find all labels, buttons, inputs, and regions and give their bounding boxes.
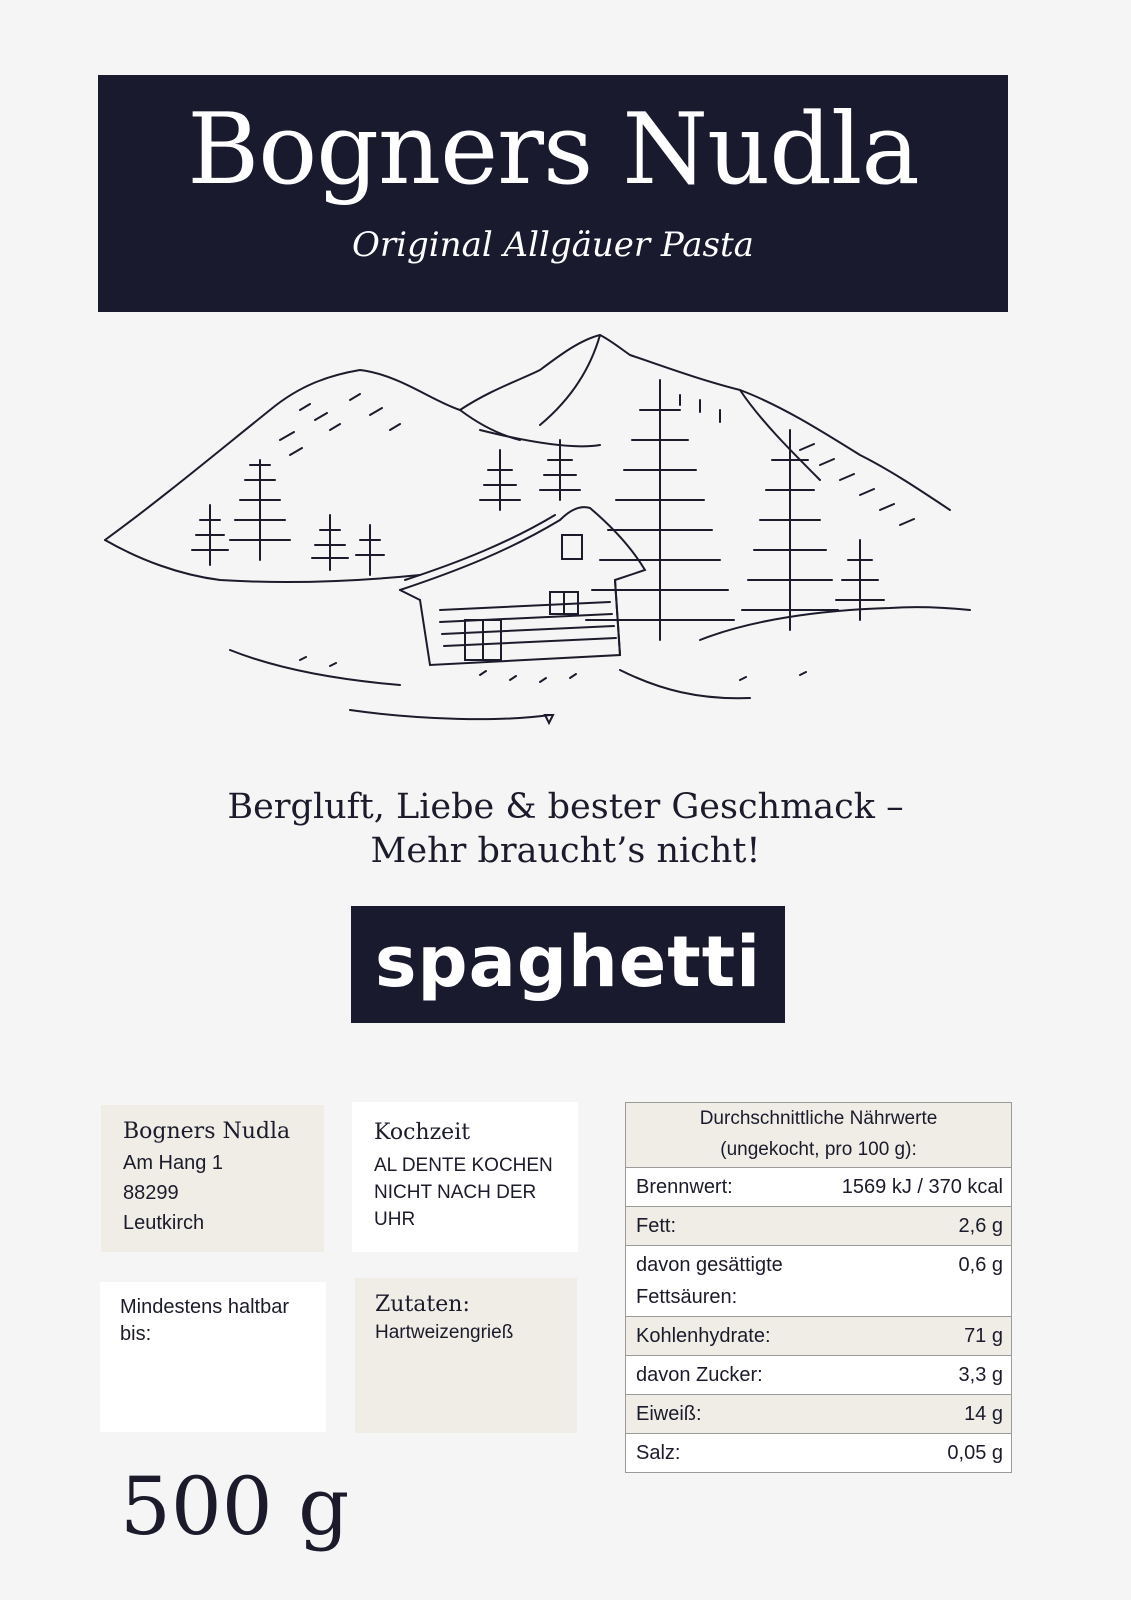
nutrition-value: 3,3 g — [958, 1364, 1003, 1386]
nutrition-label: Brennwert: — [636, 1176, 733, 1198]
slogan-line-2: Mehr braucht’s nicht! — [370, 831, 761, 871]
table-row — [626, 1207, 1011, 1246]
table-row — [626, 1317, 1011, 1356]
table-row — [626, 1356, 1011, 1395]
address-zip: 88299 — [123, 1182, 179, 1204]
ingredients-title: Zutaten: — [375, 1292, 470, 1317]
nutrition-header — [626, 1103, 1011, 1168]
table-row — [626, 1395, 1011, 1434]
nutrition-value: 0,6 g — [958, 1254, 1003, 1276]
nutrition-value: 2,6 g — [958, 1215, 1003, 1237]
nutrition-header-line-2: (ungekocht, pro 100 g): — [720, 1139, 917, 1160]
slogan-line-1: Bergluft, Liebe & bester Geschmack – — [227, 787, 904, 827]
address-box — [101, 1105, 324, 1252]
address-street: Am Hang 1 — [123, 1152, 224, 1174]
ingredients-text: Hartweizengrieß — [375, 1322, 514, 1343]
nutrition-label: davon Zucker: — [636, 1364, 763, 1386]
table-row — [626, 1246, 1011, 1317]
nutrition-value: 1569 kJ / 370 kcal — [841, 1176, 1003, 1198]
mountain-cabin-illustration — [100, 330, 1000, 740]
brand-title: Bogners Nudla — [187, 93, 919, 207]
product-name-badge: spaghetti — [351, 906, 785, 1023]
nutrition-label: Fett: — [636, 1215, 677, 1237]
net-weight: 500 g — [120, 1460, 350, 1553]
best-before-label: Mindestens haltbar bis: — [120, 1296, 289, 1345]
address-company: Bogners Nudla — [123, 1119, 291, 1144]
nutrition-header-line-1: Durchschnittliche Nährwerte — [699, 1108, 938, 1129]
cooking-title: Kochzeit — [374, 1120, 471, 1145]
nutrition-label: Eiweiß: — [636, 1403, 702, 1425]
table-row — [626, 1434, 1011, 1472]
brand-header — [98, 75, 1008, 312]
nutrition-table — [625, 1102, 1012, 1473]
cooking-box — [352, 1102, 578, 1252]
nutrition-value: 14 g — [964, 1403, 1003, 1425]
address-city: Leutkirch — [123, 1212, 205, 1234]
cooking-text: AL DENTE KOCHEN NICHT NACH DER UHR — [374, 1155, 553, 1230]
table-row — [626, 1168, 1011, 1207]
nutrition-label: Kohlenhydrate: — [636, 1325, 771, 1347]
nutrition-label: Salz: — [636, 1442, 681, 1464]
ingredients-box — [355, 1278, 577, 1433]
brand-subtitle: Original Allgäuer Pasta — [352, 225, 754, 265]
best-before-box — [100, 1282, 326, 1432]
nutrition-value: 71 g — [964, 1325, 1003, 1347]
slogan — [0, 785, 1131, 873]
nutrition-label: davon gesättigte Fettsäuren: — [636, 1254, 783, 1308]
nutrition-value: 0,05 g — [947, 1442, 1003, 1464]
